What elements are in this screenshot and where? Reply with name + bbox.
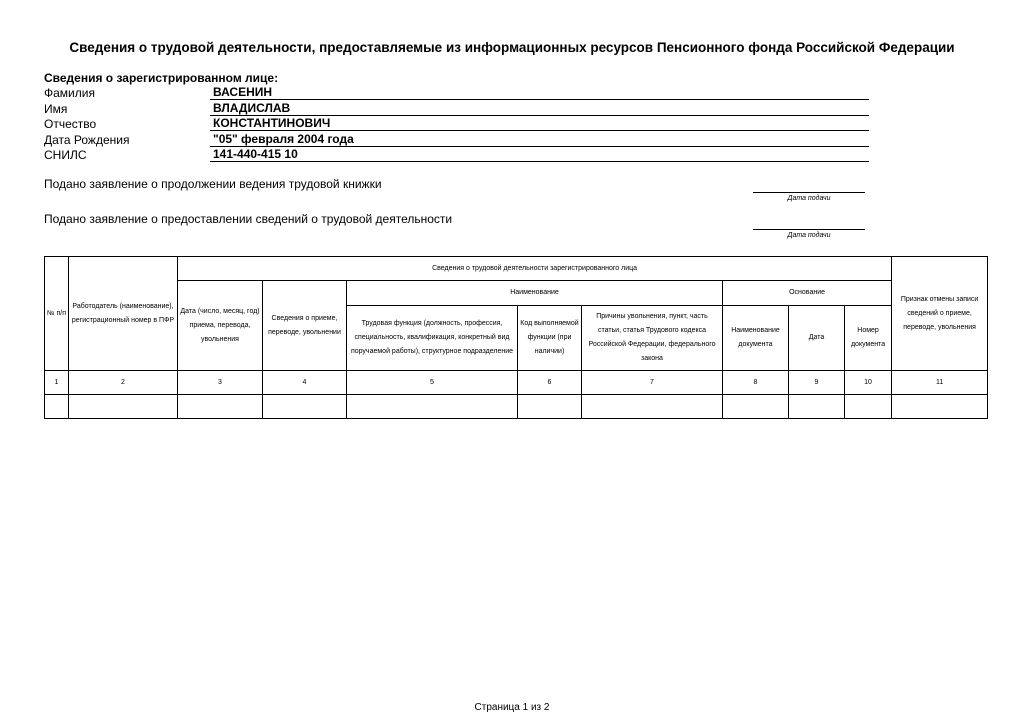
name-value: ВЛАДИСЛАВ — [210, 101, 869, 116]
table-cell — [347, 395, 518, 419]
table-cell — [582, 395, 723, 419]
statement-info: Подано заявление о предоставлении сведений о трудовой деятельности — [44, 212, 453, 226]
header-function: Трудовая функция (должность, профессия, специальность, квалификация, конкретный вид поручаемой работы), структурное подразделение — [347, 306, 518, 371]
column-number: 6 — [518, 371, 582, 395]
header-basis: Основание — [723, 281, 892, 306]
page-footer: Страница 1 из 2 — [474, 702, 550, 713]
table-cell — [263, 395, 347, 419]
person-heading: Сведения о зарегистрированном лице: — [44, 71, 279, 85]
table-cell — [892, 395, 988, 419]
header-reason: Причины увольнения, пункт, часть статьи, статья Трудового кодекса Российской Федерации, федерального закона — [582, 306, 723, 371]
column-number: 2 — [69, 371, 178, 395]
table-cell — [69, 395, 178, 419]
statement-info-date-line — [753, 229, 865, 230]
surname-value: ВАСЕНИН — [210, 85, 869, 100]
column-number: 4 — [263, 371, 347, 395]
table-cell — [178, 395, 263, 419]
column-number: 7 — [582, 371, 723, 395]
table-cell — [845, 395, 892, 419]
birthdate-value: "05" февраля 2004 года — [210, 132, 869, 147]
statement-workbook: Подано заявление о продолжении ведения трудовой книжки — [44, 177, 382, 191]
table-cell — [789, 395, 845, 419]
header-naming: Наименование — [347, 281, 723, 306]
surname-label: Фамилия — [44, 86, 95, 100]
surname-row — [44, 85, 869, 101]
table-cell — [518, 395, 582, 419]
column-number: 1 — [45, 371, 69, 395]
patronymic-row — [44, 116, 869, 132]
header-group: Сведения о трудовой деятельности зарегистрированного лица — [178, 257, 892, 281]
page-title: Сведения о трудовой деятельности, предоставляемые из информационных ресурсов Пенсионного фонда Российской Федерации — [69, 40, 955, 55]
empty-row — [45, 395, 988, 419]
person-info — [44, 72, 869, 163]
snils-value: 141-440-415 10 — [210, 147, 869, 162]
patronymic-value: КОНСТАНТИНОВИЧ — [210, 116, 869, 131]
name-label: Имя — [44, 101, 68, 116]
header-docdate: Дата — [789, 306, 845, 371]
column-number: 3 — [178, 371, 263, 395]
header-cancel: Признак отмены записи сведений о приеме, переводе, увольнения — [892, 257, 988, 371]
statement-workbook-date-label: Дата подачи — [787, 195, 831, 202]
header-employer: Работодатель (наименование), регистрационный номер в ПФР — [69, 257, 178, 371]
column-number: 9 — [789, 371, 845, 395]
patronymic-label: Отчество — [44, 117, 97, 131]
snils-label: СНИЛС — [44, 148, 87, 162]
header-info: Сведения о приеме, переводе, увольнении — [263, 281, 347, 371]
header-docnum: Номер документа — [845, 306, 892, 371]
employment-table — [44, 256, 988, 419]
column-number: 8 — [723, 371, 789, 395]
snils-row — [44, 147, 869, 163]
statement-workbook-date-line — [753, 192, 865, 193]
birthdate-label: Дата Рождения — [44, 132, 130, 147]
table-cell — [723, 395, 789, 419]
column-numbers-row — [45, 371, 988, 395]
table-cell — [45, 395, 69, 419]
column-number: 11 — [892, 371, 988, 395]
column-number: 5 — [347, 371, 518, 395]
header-date: Дата (число, месяц, год) приема, перевода, увольнения — [178, 281, 263, 371]
name-row — [44, 101, 869, 117]
statement-info-date-label: Дата подачи — [787, 232, 831, 239]
header-number: № п/п — [45, 257, 69, 371]
header-code: Код выполняемой функции (при наличии) — [518, 306, 582, 371]
birthdate-row — [44, 132, 869, 148]
header-docname: Наименование документа — [723, 306, 789, 371]
column-number: 10 — [845, 371, 892, 395]
